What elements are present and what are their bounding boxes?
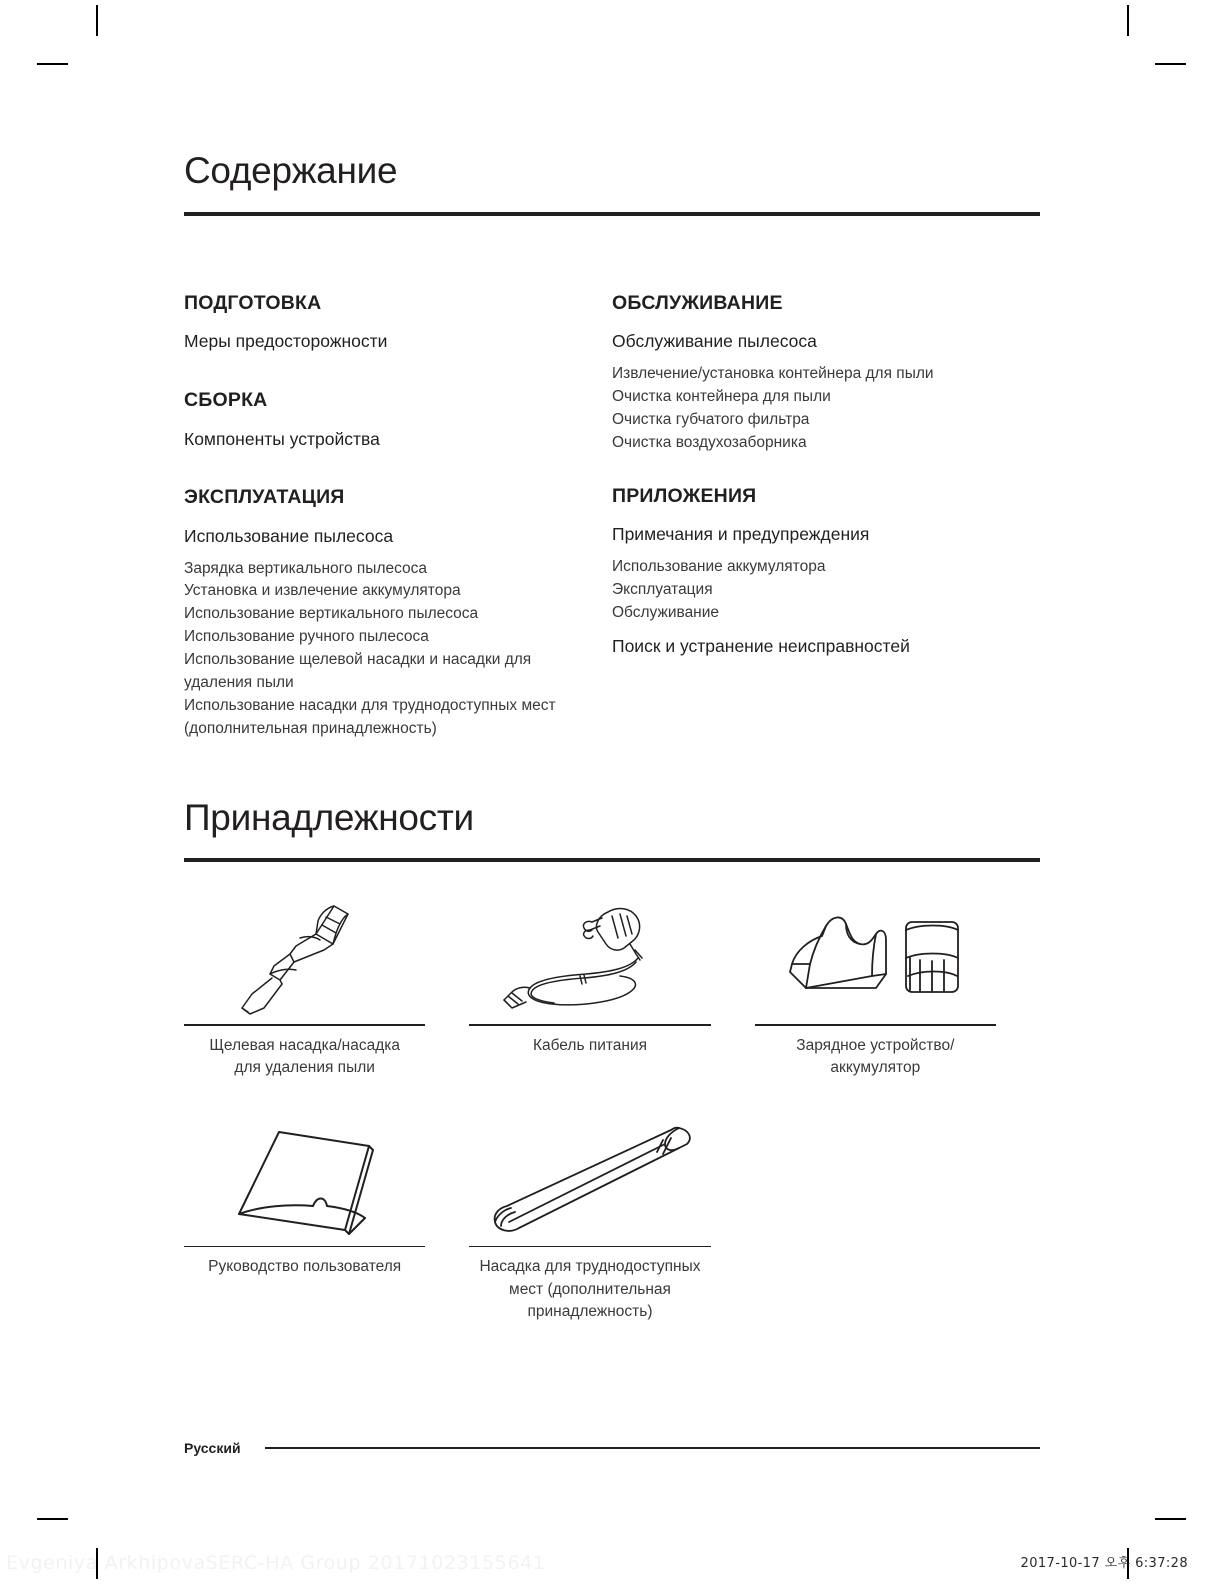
accessory-item <box>469 892 754 1080</box>
charger-battery-icon <box>755 892 996 1024</box>
crop-mark-bottom-right-horizontal <box>1155 1518 1186 1520</box>
accessory-label: Руководство пользователя <box>208 1258 402 1276</box>
toc-entry-primary[interactable]: Примечания и предупреждения <box>612 524 870 545</box>
toc-group-gap <box>184 456 560 486</box>
toc-group-heading: ЭКСПЛУАТАЦИЯ <box>184 486 345 509</box>
toc-entry-secondary[interactable]: Зарядка вертикального пылесоса <box>184 559 428 577</box>
toc-entry-primary[interactable]: Компоненты устройства <box>184 428 380 449</box>
power-cable-icon <box>469 892 710 1024</box>
accessory-label: Кабель питания <box>532 1036 648 1054</box>
toc-entry-secondary[interactable]: Извлечение/установка контейнера для пыли <box>612 365 934 383</box>
toc-group-gap <box>184 359 560 389</box>
toc-entry-secondary[interactable]: Использование ручного пылесоса <box>184 628 429 646</box>
page-content <box>184 0 1040 1584</box>
accessory-item <box>184 1114 469 1324</box>
toc-entry-primary[interactable]: Меры предосторожности <box>184 331 388 352</box>
crop-mark-top-left-horizontal <box>37 63 68 65</box>
toc-group-heading: ПОДГОТОВКА <box>184 292 322 314</box>
accessory-item <box>184 892 469 1080</box>
accessory-item <box>469 1114 754 1324</box>
toc-group-heading: ПРИЛОЖЕНИЯ <box>612 484 757 507</box>
accessory-label: Насадка для труднодоступных мест (дополнительная принадлежность) <box>479 1258 701 1321</box>
long-crevice-tool-icon <box>469 1114 710 1246</box>
table-of-contents <box>184 292 1040 741</box>
page-title: Содержание <box>184 150 398 191</box>
toc-column-right <box>612 292 1040 741</box>
toc-entry-secondary[interactable]: Эксплуатация <box>612 581 713 599</box>
page-footer <box>184 1440 1040 1456</box>
toc-entry-secondary[interactable]: Использование аккумулятора <box>612 558 826 576</box>
print-timestamp: 2017-10-17 오후 6:37:28 <box>1020 1556 1188 1571</box>
toc-entry-secondary[interactable]: Очистка губчатого фильтра <box>612 411 810 429</box>
toc-entry-primary[interactable]: Использование пылесоса <box>184 525 394 546</box>
toc-entry-secondary[interactable]: Очистка контейнера для пыли <box>612 388 831 406</box>
toc-entry-secondary[interactable]: Использование насадки для труднодоступных мест (дополнительная принадлежность) <box>184 697 556 738</box>
toc-entry-primary[interactable]: Поиск и устранение неисправностей <box>612 635 910 656</box>
footer-language-label: Русский <box>184 1440 241 1456</box>
crop-mark-bottom-left-horizontal <box>37 1518 68 1520</box>
toc-entry-primary[interactable]: Обслуживание пылесоса <box>612 331 817 352</box>
toc-entry-secondary[interactable]: Установка и извлечение аккумулятора <box>184 582 461 600</box>
toc-column-left <box>184 292 612 741</box>
toc-entry-secondary[interactable]: Очистка воздухозаборника <box>612 433 807 451</box>
watermark-text: Evgeniya ArkhipovaSERC-HA Group 20171023155641 <box>6 1552 546 1574</box>
toc-entry-secondary[interactable]: Использование щелевой насадки и насадки для удаления пыли <box>184 651 532 692</box>
crop-mark-top-right-vertical <box>1127 5 1129 36</box>
accessories-grid <box>184 892 1040 1324</box>
toc-group-heading: ОБСЛУЖИВАНИЕ <box>612 292 783 314</box>
crop-mark-top-right-horizontal <box>1155 63 1186 65</box>
toc-entry-gap <box>612 625 1040 635</box>
toc-entry-secondary[interactable]: Обслуживание <box>612 603 720 621</box>
user-manual-icon <box>184 1114 425 1246</box>
crop-mark-top-left-vertical <box>96 5 98 36</box>
toc-group-heading: СБОРКА <box>184 389 268 412</box>
accessory-item <box>755 892 1040 1080</box>
crevice-dusting-tool-icon <box>184 892 425 1024</box>
toc-entry-secondary[interactable]: Использование вертикального пылесоса <box>184 605 479 623</box>
toc-group-gap <box>612 455 1040 485</box>
accessory-label: Зарядное устройство/ аккумулятор <box>796 1036 955 1077</box>
footer-rule <box>265 1447 1040 1450</box>
accessory-label: Щелевая насадка/насадка для удаления пыли <box>209 1036 400 1077</box>
accessories-title: Принадлежности <box>184 797 474 839</box>
